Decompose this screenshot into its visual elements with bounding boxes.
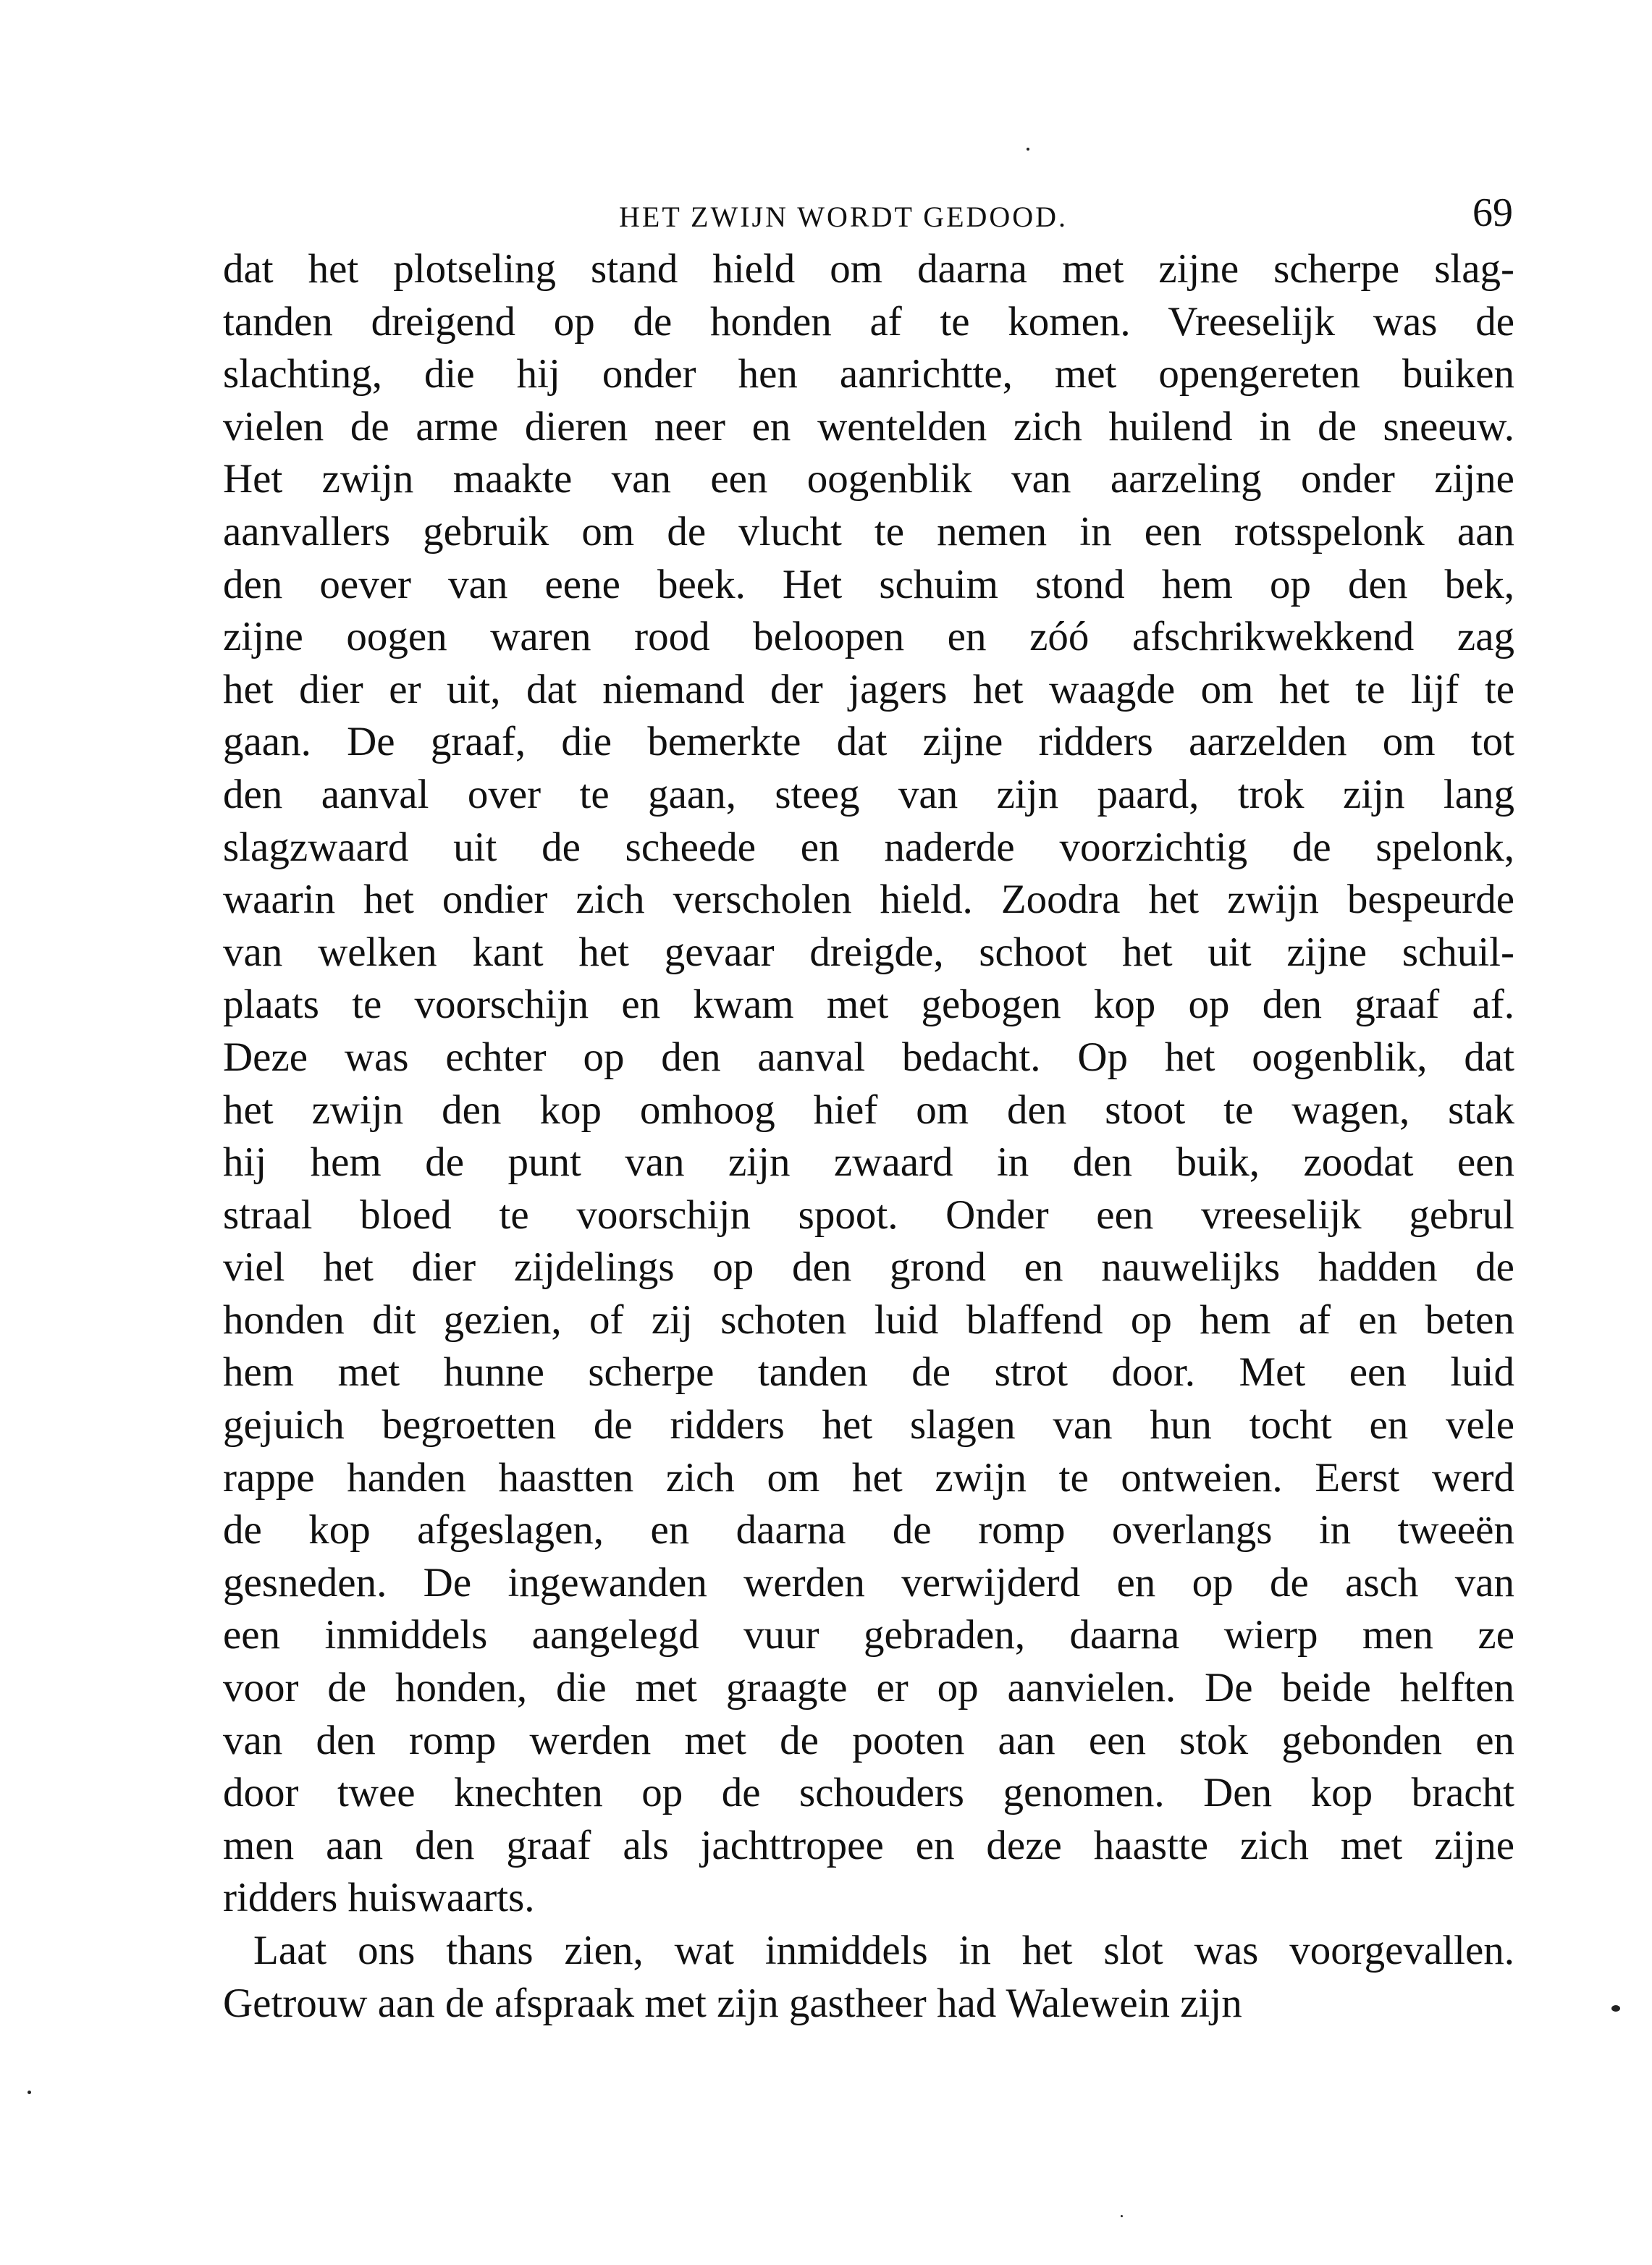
text-line: een inmiddels aangelegd vuur gebraden, daarna wierp men ze [223, 1612, 1514, 1658]
text-line: Het zwijn maakte van een oogenblik van aarzeling onder zijne [223, 456, 1514, 502]
text-line: viel het dier zijdelings op den grond en nauwelijks hadden de [223, 1244, 1514, 1291]
text-line: gaan. De graaf, die bemerkte dat zijne ridders aarzelden om tot [223, 719, 1514, 765]
text-line: slagzwaard uit de scheede en naderde voorzichtig de spelonk, [223, 824, 1514, 870]
text-line: men aan den graaf als jachttropee en deze haastte zich met zijne [223, 1822, 1514, 1868]
text-line: door twee knechten op de schouders genomen. Den kop bracht [223, 1770, 1514, 1816]
text-line: het dier er uit, dat niemand der jagers het waagde om het te lijf te [223, 666, 1514, 712]
text-line: Deze was echter op den aanval bedacht. Op het oogenblik, dat [223, 1034, 1514, 1080]
text-line: voor de honden, die met graagte er op aanvielen. De beide helften [223, 1665, 1514, 1711]
text-line: slachting, die hij onder hen aanrichtte, met opengereten buiken [223, 351, 1514, 397]
body-text [223, 243, 1514, 2030]
text-line: het zwijn den kop omhoog hief om den stoot te wagen, stak [223, 1087, 1514, 1133]
text-line: ridders huiswaarts. [223, 1875, 535, 1921]
scan-speck [1611, 2005, 1620, 2012]
running-title: HET ZWIJN WORDT GEDOOD. [619, 201, 1069, 233]
text-line: den oever van eene beek. Het schuim stond hem op den bek, [223, 561, 1514, 607]
text-line: de kop afgeslagen, en daarna de romp overlangs in tweeën [223, 1507, 1514, 1553]
text-line: zijne oogen waren rood beloopen en zóó afschrikwekkend zag [223, 614, 1514, 660]
scan-speck [1027, 148, 1029, 151]
text-line: rappe handen haastten zich om het zwijn te ontweien. Eerst werd [223, 1454, 1514, 1501]
text-line: Laat ons thans zien, wat inmiddels in het slot was voorgevallen. [253, 1928, 1514, 1973]
text-line: plaats te voorschijn en kwam met gebogen kop op den graaf af. [223, 982, 1514, 1028]
text-line: hij hem de punt van zijn zwaard in den buik, zoodat een [223, 1139, 1514, 1186]
text-line: dat het plotseling stand hield om daarna met zijne scherpe slag- [223, 246, 1514, 292]
text-line: waarin het ondier zich verscholen hield. Zoodra het zwijn bespeurde [223, 877, 1514, 923]
text-line: Getrouw aan de afspraak met zijn gastheer had Walewein zijn [223, 1980, 1242, 2026]
scan-speck [28, 2091, 31, 2094]
scan-speck [1121, 2215, 1123, 2217]
text-line: den aanval over te gaan, steeg van zijn paard, trok zijn lang [223, 771, 1514, 817]
text-line: hem met hunne scherpe tanden de strot door. Met een luid [223, 1349, 1514, 1396]
page-number: 69 [1472, 190, 1513, 235]
text-line: van welken kant het gevaar dreigde, schoot het uit zijne schuil- [223, 929, 1514, 975]
paragraph [223, 1925, 1514, 2030]
paragraph [223, 243, 1514, 1925]
running-header [217, 190, 1513, 240]
text-line: tanden dreigend op de honden af te komen. Vreeselijk was de [223, 298, 1514, 345]
text-line: vielen de arme dieren neer en wentelden zich huilend in de sneeuw. [223, 403, 1514, 450]
text-line: aanvallers gebruik om de vlucht te nemen in een rotsspelonk aan [223, 508, 1514, 554]
text-line: gesneden. De ingewanden werden verwijderd en op de asch van [223, 1559, 1514, 1606]
text-line: gejuich begroetten de ridders het slagen van hun tocht en vele [223, 1402, 1514, 1448]
text-line: straal bloed te voorschijn spoot. Onder een vreeselijk gebrul [223, 1191, 1514, 1238]
text-line: van den romp werden met de pooten aan een stok gebonden en [223, 1717, 1514, 1763]
text-line: honden dit gezien, of zij schoten luid blaffend op hem af en beten [223, 1296, 1514, 1343]
